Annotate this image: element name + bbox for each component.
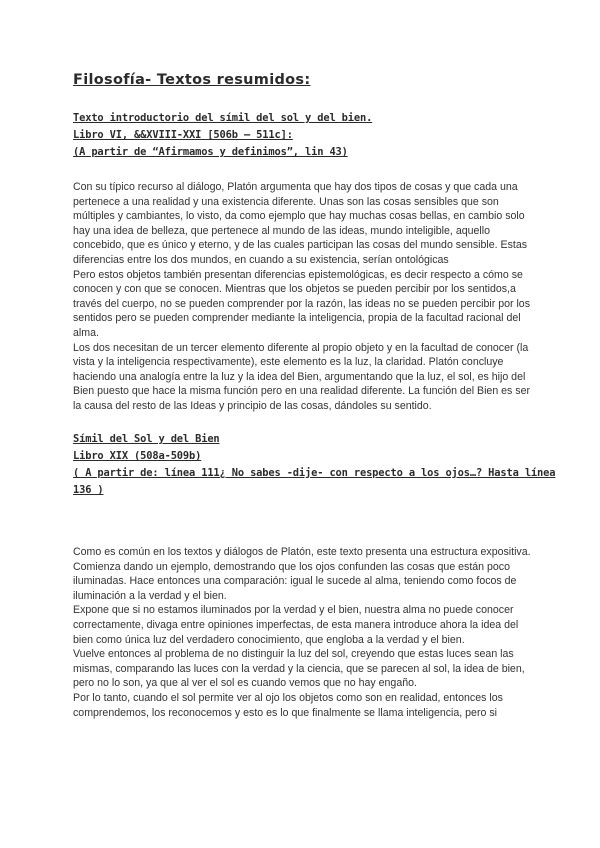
- section1-body: [73, 180, 531, 414]
- section1-heading: [73, 110, 523, 161]
- section2-heading-line-4: 136 ): [73, 484, 104, 496]
- section2-heading-line-3: ( A partir de: línea 111¿ No sabes -dije- con respecto a los ojos…? Hasta línea: [73, 467, 556, 479]
- section2-paragraph-3: Vuelve entonces al problema de no distinguir la luz del sol, creyendo que estas luces sean las mismas, comparando las luces con la verdad y la ciencia, que se parecen al sol, la idea de bien, pero no lo son, ya que al ver el sol es cuando vemos que no hay engaño.: [73, 648, 525, 690]
- section1-paragraph-3: Los dos necesitan de un tercer elemento diferente al propio objeto y en la facultad de conocer (la vista y la inteligencia respectivamente), este elemento es la luz, la claridad. Platón concluye haciendo una analogía entre la luz y la idea del Bien, argumentando que la luz, el sol, es hijo del Bien puesto que hace la misma función pero en una realidad diferente. La función del Bien es ser la causa del resto de las Ideas y principio de las cosas, dándoles su sentido.: [73, 341, 531, 412]
- section2-heading-line-2: Libro XIX (508a-509b): [73, 450, 202, 462]
- section2-paragraph-2: Expone que si no estamos iluminados por la verdad y el bien, nuestra alma no puede conocer correctamente, divaga entre opiniones imperfectas, de esta manera introduce ahora la idea del bien como única luz del verdadero conocimiento, que engloba a la verdad y el bien.: [73, 604, 519, 646]
- section2-body: [73, 545, 531, 720]
- section1-heading-line-1: Texto introductorio del símil del sol y del bien.: [73, 112, 373, 124]
- section1-paragraph-2: Pero estos objetos también presentan diferencias epistemológicas, es decir respecto a cómo se conocen y con que se conocen. Mientras que los objetos se pueden percibir por los sentidos,a través del cuerpo, no se pueden comprender por la razón, las ideas no se pueden percibir por los sentidos pero se pueden comprender mediante la inteligencia, propia de la facultad racional del alma.: [73, 268, 530, 339]
- section2-paragraph-1: Como es común en los textos y diálogos de Platón, este texto presenta una estructura expositiva. Comienza dando un ejemplo, demostrando que los ojos confunden las cosas que están poco iluminadas. Hace entonces una comparación: igual le sucede al alma, teniendo como focos de iluminación a la verdad y el bien.: [73, 546, 531, 602]
- section1-paragraph-1: Con su típico recurso al diálogo, Platón argumenta que hay dos tipos de cosas y que cada una pertenece a una realidad y una existencia diferente. Unas son las cosas sensibles que son múltiples y cambiantes, lo visto, da como ejemplo que hay muchas cosas bellas, en cambio solo hay una idea de belleza, que pertenece al mundo de las ideas, mundo inteligible, aquello concebido, que es único y eterno, y de las cuales participan las cosas del mundo sensible. Estas diferencias entre los dos mundos, en cuando a su existencia, serían ontológicas: [73, 181, 528, 266]
- section2-heading: [73, 431, 556, 499]
- section1-heading-line-2: Libro VI, &&XVIII-XXI [506b – 511c]:: [73, 129, 293, 141]
- section2-heading-line-1: Símil del Sol y del Bien: [73, 433, 220, 445]
- page-title: Filosofía- Textos resumidos:: [73, 72, 311, 88]
- section1-heading-line-3: (A partir de “Afirmamos y definimos”, lin 43): [73, 146, 348, 158]
- section2-paragraph-4: Por lo tanto, cuando el sol permite ver al ojo los objetos como son en realidad, entonces los comprendemos, los reconocemos y esto es lo que finalmente se llama inteligencia, pero si: [73, 691, 503, 719]
